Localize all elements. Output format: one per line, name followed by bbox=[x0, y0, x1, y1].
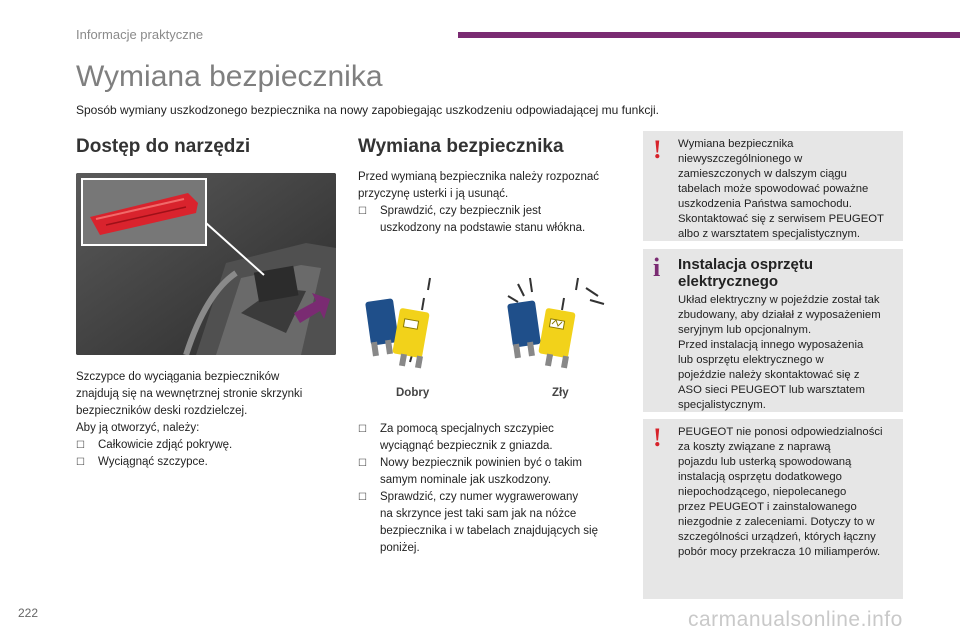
exclamation-icon: ! bbox=[653, 423, 662, 452]
replace-bullet-text bbox=[380, 203, 585, 237]
warning-line: tabelach może spowodować poważne bbox=[678, 183, 869, 195]
intro-text: Sposób wymiany uszkodzonego bezpiecznika na nowy zapobiegając uszkodzeniu odpowiadającej mu funkcji. bbox=[76, 103, 660, 117]
info-title-line: elektrycznego bbox=[678, 273, 779, 290]
info-text bbox=[678, 293, 897, 413]
warning-line: pobór mocy przekracza 10 miliamperów. bbox=[678, 546, 881, 558]
warning-line: za koszty związane z naprawą bbox=[678, 441, 831, 453]
fuse-box-illustration bbox=[76, 173, 336, 355]
fuse-good-label: Dobry bbox=[396, 387, 430, 399]
warning-box-1 bbox=[643, 131, 903, 241]
checkbox-bullet-icon: ☐ bbox=[358, 458, 367, 469]
access-heading: Dostęp do narzędzi bbox=[76, 136, 251, 157]
bullet-line: uszkodzony na podstawie stanu włókna. bbox=[380, 222, 586, 234]
checkbox-bullet-icon: ☐ bbox=[76, 457, 85, 468]
bullet-line: Sprawdzić, czy bezpiecznik jest bbox=[380, 205, 542, 217]
replace-bullet bbox=[358, 489, 638, 557]
bullet-line: na skrzynce jest taki sam jak na nóżce bbox=[380, 508, 577, 520]
replace-intro bbox=[358, 169, 638, 237]
bullet-line: poniżej. bbox=[380, 542, 420, 554]
info-icon: i bbox=[653, 253, 661, 282]
info-line: zbudowany, aby działał z wyposażeniem bbox=[678, 309, 881, 321]
replace-intro-line: Przed wymianą bezpiecznika należy rozpoznać bbox=[358, 171, 599, 183]
fuse-bad-label: Zły bbox=[552, 387, 569, 399]
warning-line: niewyszczególnionego w bbox=[678, 153, 803, 165]
warning-line: niezgodnie z zaleceniami. Dotyczy to w bbox=[678, 516, 875, 528]
warning-text-1 bbox=[678, 137, 897, 242]
replace-bullet bbox=[358, 203, 638, 237]
info-title bbox=[678, 256, 813, 290]
replace-bullet-text bbox=[380, 455, 582, 489]
info-line: specjalistycznym. bbox=[678, 399, 766, 411]
header-accent-bar bbox=[458, 32, 960, 38]
access-line: znajdują się na wewnętrznej stronie skrzynki bbox=[76, 388, 303, 400]
checkbox-bullet-icon: ☐ bbox=[76, 440, 85, 451]
bullet-line: bezpiecznika i w tabelach znajdujących się bbox=[380, 525, 598, 537]
bullet-line: wyciągnąć bezpiecznik z gniazda. bbox=[380, 440, 553, 452]
page-title: Wymiana bezpiecznika bbox=[76, 60, 383, 93]
watermark: carmanualsonline.info bbox=[688, 608, 903, 631]
warning-line: przez PEUGEOT i zainstalowanego bbox=[678, 501, 857, 513]
info-line: seryjnym lub opcjonalnym. bbox=[678, 324, 812, 336]
info-title-line: Instalacja osprzętu bbox=[678, 256, 814, 273]
warning-line: albo z warsztatem specjalistycznym. bbox=[678, 228, 861, 240]
info-line: Przed instalacją innego wyposażenia bbox=[678, 339, 864, 351]
access-text bbox=[76, 369, 346, 471]
info-line: pojeździe należy skontaktować się z bbox=[678, 369, 860, 381]
replace-intro-line: przyczynę usterki i ją usunąć. bbox=[358, 188, 509, 200]
replace-bullet bbox=[358, 455, 638, 489]
bad-fuse-icon bbox=[507, 278, 604, 368]
bullet-line: Nowy bezpiecznik powinien być o takim bbox=[380, 457, 582, 469]
warning-line: instalacją osprzętu dodatkowego bbox=[678, 471, 842, 483]
warning-line: PEUGEOT nie ponosi odpowiedzialności bbox=[678, 426, 883, 438]
access-bullet bbox=[76, 454, 346, 471]
warning-line: Wymiana bezpiecznika bbox=[678, 138, 794, 150]
replace-bullet-text bbox=[380, 421, 554, 455]
replace-bullet-text bbox=[380, 489, 598, 557]
replace-steps bbox=[358, 421, 638, 557]
replace-heading: Wymiana bezpiecznika bbox=[358, 136, 564, 157]
access-line: Szczypce do wyciągania bezpieczników bbox=[76, 371, 280, 383]
bullet-line: Sprawdzić, czy numer wygrawerowany bbox=[380, 491, 579, 503]
warning-text-2 bbox=[678, 425, 897, 560]
checkbox-bullet-icon: ☐ bbox=[358, 492, 367, 503]
warning-line: uszkodzenia Państwa samochodu. bbox=[678, 198, 852, 210]
warning-line: szczególności urządzeń, których łączny bbox=[678, 531, 876, 543]
bullet-line: samym nominale jak uszkodzony. bbox=[380, 474, 552, 486]
checkbox-bullet-icon: ☐ bbox=[358, 206, 367, 217]
access-bullet-text: Wyciągnąć szczypce. bbox=[98, 456, 208, 468]
info-line: Układ elektryczny w pojeździe został tak bbox=[678, 294, 880, 306]
warning-box-2 bbox=[643, 419, 903, 599]
access-line: Aby ją otworzyć, należy: bbox=[76, 422, 200, 434]
section-label: Informacje praktyczne bbox=[76, 27, 204, 42]
exclamation-icon: ! bbox=[653, 135, 662, 164]
warning-line: niepochodzącego, niepolecanego bbox=[678, 486, 847, 498]
replace-bullet bbox=[358, 421, 638, 455]
fuse-box-photo bbox=[76, 173, 336, 355]
access-line: bezpieczników deski rozdzielczej. bbox=[76, 405, 248, 417]
info-line: lub osprzętu elektrycznego w bbox=[678, 354, 824, 366]
fuse-comparison-graphic bbox=[358, 270, 628, 370]
checkbox-bullet-icon: ☐ bbox=[358, 424, 367, 435]
good-fuse-icon bbox=[365, 278, 430, 368]
warning-line: Skontaktować się z serwisem PEUGEOT bbox=[678, 213, 884, 225]
warning-line: zamieszczonych w dalszym ciągu bbox=[678, 168, 847, 180]
access-bullet bbox=[76, 437, 346, 454]
info-line: ASO sieci PEUGEOT lub warsztatem bbox=[678, 384, 865, 396]
info-box bbox=[643, 249, 903, 412]
bullet-line: Za pomocą specjalnych szczypiec bbox=[380, 423, 554, 435]
page-number: 222 bbox=[18, 606, 39, 620]
fuse-illustration bbox=[358, 270, 628, 370]
access-bullet-text: Całkowicie zdjąć pokrywę. bbox=[98, 439, 233, 451]
warning-line: pojazdu lub usterką spowodowaną bbox=[678, 456, 852, 468]
